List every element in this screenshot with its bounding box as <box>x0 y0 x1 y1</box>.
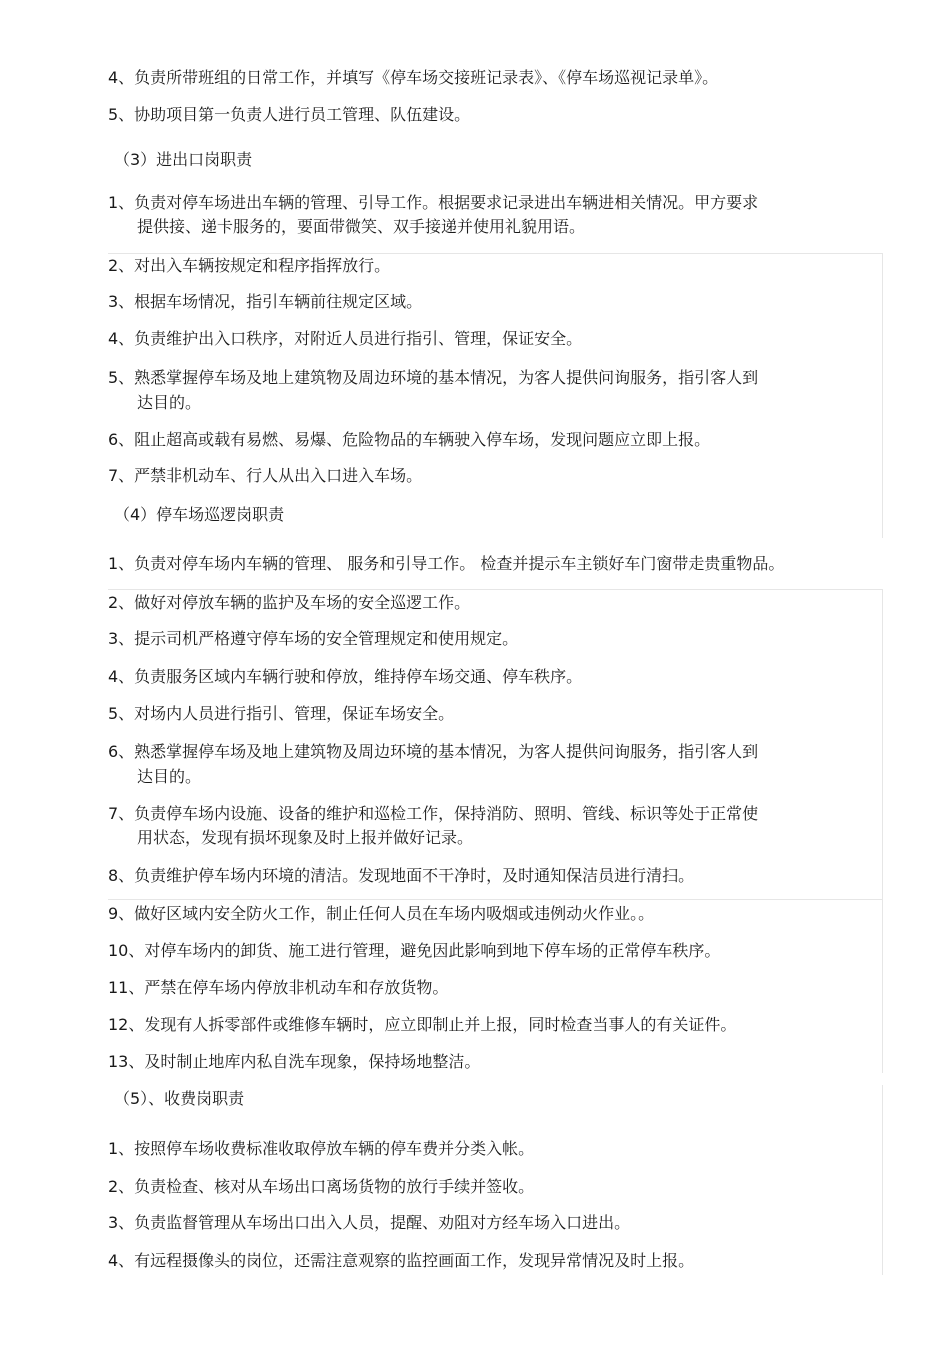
list-item: 13、及时制止地库内私自洗车现象，保持场地整洁。 <box>108 1052 481 1071</box>
list-item-continuation: 用状态，发现有损坏现象及时上报并做好记录。 <box>137 828 474 847</box>
table-rule <box>108 899 883 900</box>
list-item: 2、做好对停放车辆的监护及车场的安全巡逻工作。 <box>108 593 471 612</box>
list-item: 6、阻止超高或载有易燃、易爆、危险物品的车辆驶入停车场，发现问题应立即上报。 <box>108 430 711 449</box>
list-item-continuation: 达目的。 <box>137 393 202 412</box>
list-item-continuation: 提供接、递卡服务的，要面带微笑、双手接递并使用礼貌用语。 <box>137 217 586 236</box>
list-item: 4、负责所带班组的日常工作，并填写《停车场交接班记录表》、《停车场巡视记录单》。 <box>108 68 719 87</box>
list-item: 1、负责对停车场进出车辆的管理、引导工作。根据要求记录进出车辆进相关情况。甲方要求 <box>108 193 759 212</box>
list-item: 2、对出入车辆按规定和程序指挥放行。 <box>108 256 391 275</box>
section-heading: （3）进出口岗职责 <box>114 150 253 169</box>
list-item: 3、提示司机严格遵守停车场的安全管理规定和使用规定。 <box>108 629 519 648</box>
table-rule <box>882 589 883 1073</box>
list-item: 12、发现有人拆零部件或维修车辆时，应立即制止并上报，同时检查当事人的有关证件。 <box>108 1015 737 1034</box>
list-item-continuation: 达目的。 <box>137 767 202 786</box>
list-item: 1、按照停车场收费标准收取停放车辆的停车费并分类入帐。 <box>108 1139 535 1158</box>
list-item: 2、负责检查、核对从车场出口离场货物的放行手续并签收。 <box>108 1177 535 1196</box>
list-item: 4、负责服务区域内车辆行驶和停放，维持停车场交通、停车秩序。 <box>108 667 583 686</box>
list-item: 8、负责维护停车场内环境的清洁。发现地面不干净时，及时通知保洁员进行清扫。 <box>108 866 695 885</box>
list-item: 9、做好区域内安全防火工作，制止任何人员在车场内吸烟或违例动火作业。。 <box>108 904 655 923</box>
list-item: 10、对停车场内的卸货、施工进行管理，避免因此影响到地下停车场的正常停车秩序。 <box>108 941 721 960</box>
list-item: 7、负责停车场内设施、设备的维护和巡检工作，保持消防、照明、管线、标识等处于正常使 <box>108 804 759 823</box>
list-item: 1、负责对停车场内车辆的管理、 服务和引导工作。 检查并提示车主锁好车门窗带走贵重物品。 <box>108 554 785 573</box>
list-item: 7、严禁非机动车、行人从出入口进入车场。 <box>108 466 423 485</box>
list-item: 5、协助项目第一负责人进行员工管理、队伍建设。 <box>108 105 471 124</box>
list-item: 5、熟悉掌握停车场及地上建筑物及周边环境的基本情况，为客人提供问询服务，指引客人到 <box>108 368 759 387</box>
table-rule <box>882 253 883 538</box>
list-item: 5、对场内人员进行指引、管理，保证车场安全。 <box>108 704 455 723</box>
section-heading: （4）停车场巡逻岗职责 <box>114 505 285 524</box>
list-item: 6、熟悉掌握停车场及地上建筑物及周边环境的基本情况，为客人提供问询服务，指引客人到 <box>108 742 759 761</box>
table-rule <box>882 1085 883 1275</box>
list-item: 3、负责监督管理从车场出口出入人员，提醒、劝阻对方经车场入口进出。 <box>108 1213 631 1232</box>
table-rule <box>108 589 883 590</box>
list-item: 4、负责维护出入口秩序，对附近人员进行指引、管理，保证安全。 <box>108 329 583 348</box>
list-item: 11、严禁在停车场内停放非机动车和存放货物。 <box>108 978 449 997</box>
section-heading: （5）、收费岗职责 <box>114 1089 245 1108</box>
list-item: 4、有远程摄像头的岗位，还需注意观察的监控画面工作，发现异常情况及时上报。 <box>108 1251 695 1270</box>
list-item: 3、根据车场情况，指引车辆前往规定区域。 <box>108 292 423 311</box>
